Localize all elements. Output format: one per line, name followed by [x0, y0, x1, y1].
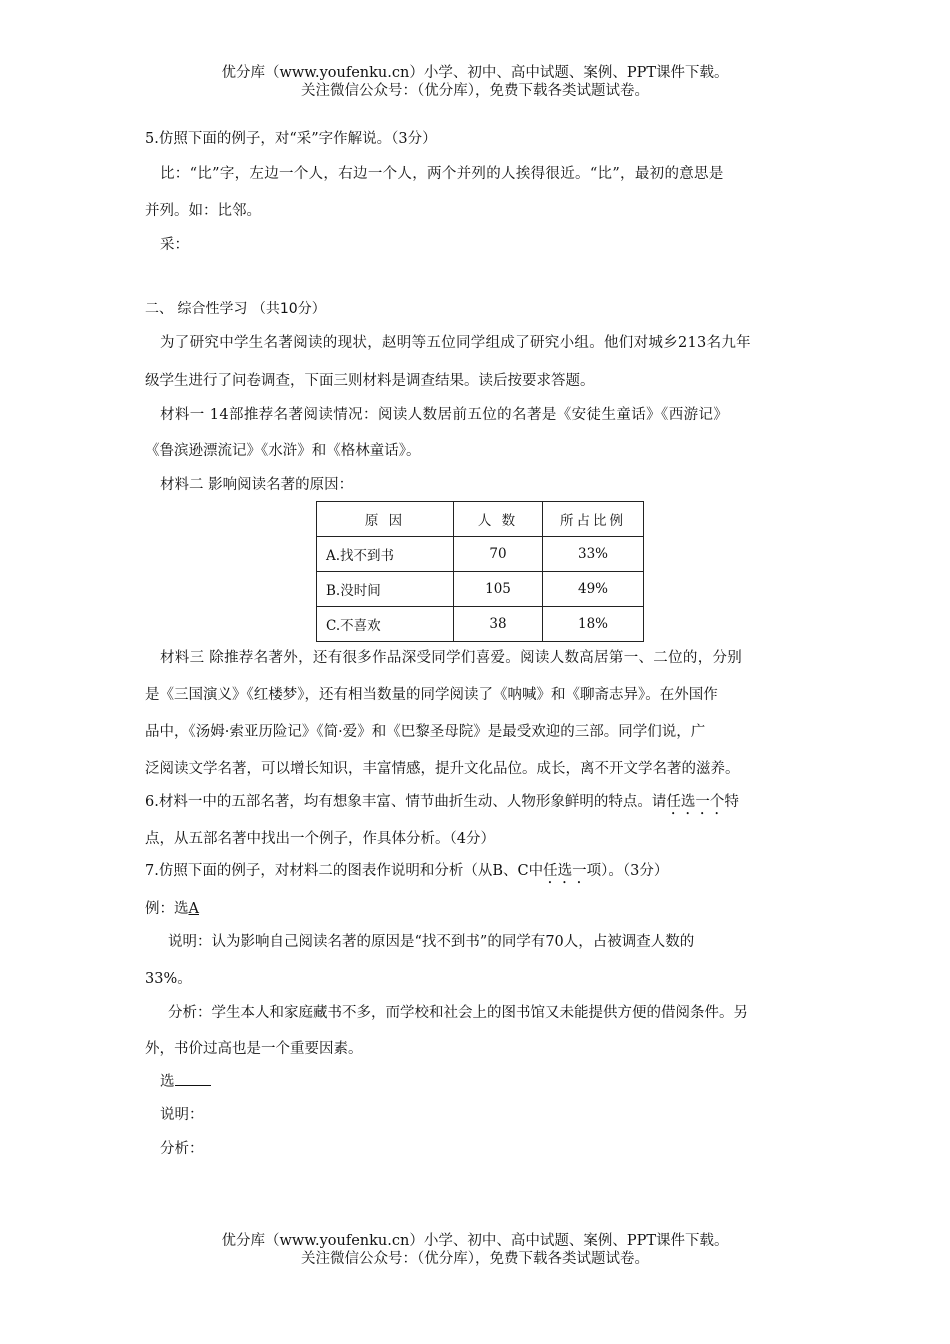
q6-line-1 [145, 790, 739, 818]
q7-example-label: 例：选 [145, 901, 189, 917]
material2-title: 材料二 影响阅读名著的原因： [160, 477, 354, 493]
q7-analysis-line-1: 分析：学生本人和家庭藏书不多，而学校和社会上的图书馆又未能提供方便的借阅条件。另 [168, 1005, 748, 1021]
table-cell-reason: A.找不到书 [317, 537, 454, 572]
q7-analysis-label: 分析： [160, 1141, 204, 1157]
q7-analysis-line-2: 外，书价过高也是一个重要因素。 [145, 1041, 363, 1057]
section2-intro-line-1: 为了研究中学生名著阅读的现状，赵明等五位同学组成了研究小组。他们对城乡213名九年 [160, 335, 751, 351]
table-header-percent: 所占比例 [543, 502, 644, 537]
q7-title [145, 859, 668, 887]
q5-example-line-2: 并列。如：比邻。 [145, 203, 261, 219]
table-header-row [317, 502, 644, 537]
table-cell-reason: C.不喜欢 [317, 607, 454, 642]
material3-line-1: 材料三 除推荐名著外，还有很多作品深受同学们喜爱。阅读人数高居第一、二位的，分别 [160, 650, 743, 666]
table-header-count: 人 数 [454, 502, 543, 537]
table-row [317, 537, 644, 572]
header-line-1: 优分库（www.youfenku.cn）小学、初中、高中试题、案例、PPT课件下载。 [221, 65, 729, 81]
table-cell-count: 38 [454, 607, 543, 642]
material3-line-2: 是《三国演义》《红楼梦》，还有相当数量的同学阅读了《呐喊》和《聊斋志异》。在外国作 [145, 687, 718, 703]
q6-text-before: 6.材料一中的五部名著，均有想象丰富、情节曲折生动、人物形象鲜明的特点。请 [145, 794, 667, 810]
table-header-reason: 原 因 [317, 502, 454, 537]
q7-example [145, 897, 199, 918]
q7-text-after: 项）。（3分） [586, 863, 669, 879]
table-cell-percent: 18% [543, 607, 644, 642]
q7-explain-line-2: 33%。 [145, 971, 192, 987]
material3-line-3: 品中，《汤姆·索亚历险记》《简·爱》和《巴黎圣母院》是最受欢迎的三部。同学们说，广 [145, 724, 706, 740]
reasons-table [316, 501, 644, 642]
footer-line-2: 关注微信公众号：（优分库），免费下载各类试题试卷。 [301, 1251, 649, 1267]
section2-intro-line-2: 级学生进行了问卷调查，下面三则材料是调查结果。读后按要求答题。 [145, 373, 595, 389]
q7-choose-label: 选 [160, 1074, 175, 1090]
table-row [317, 572, 644, 607]
table-row [317, 607, 644, 642]
table-cell-reason: B.没时间 [317, 572, 454, 607]
q7-example-choice: A [188, 901, 199, 917]
q7-emphasis: 任选一 [543, 863, 587, 879]
table-cell-percent: 33% [543, 537, 644, 572]
q5-answer-label: 采： [160, 237, 189, 253]
q7-choose-blank[interactable] [175, 1072, 211, 1086]
q7-choose [160, 1070, 211, 1091]
table-cell-percent: 49% [543, 572, 644, 607]
material1-line-2: 《鲁滨逊漂流记》《水浒》和《格林童话》。 [145, 443, 421, 459]
table-cell-count: 70 [454, 537, 543, 572]
q6-line-2: 点，从五部名著中找出一个例子，作具体分析。（4分） [145, 831, 495, 847]
q7-text-before: 7.仿照下面的例子，对材料二的图表作说明和分析（从B、C中 [145, 863, 544, 879]
material3-line-4: 泛阅读文学名著，可以增长知识，丰富情感，提升文化品位。成长，离不开文学名著的滋养。 [145, 761, 740, 777]
q5-example-line-1: 比：“比”字，左边一个人，右边一个人，两个并列的人挨得很近。“比”，最初的意思是 [160, 166, 724, 182]
q5-title: 5.仿照下面的例子，对“采”字作解说。（3分） [145, 131, 437, 147]
q6-emphasis: 任选一个 [666, 794, 725, 810]
footer-line-1: 优分库（www.youfenku.cn）小学、初中、高中试题、案例、PPT课件下载。 [221, 1233, 729, 1249]
material1-line-1: 材料一 14部推荐名著阅读情况：阅读人数居前五位的名著是《安徒生童话》《西游记》 [160, 407, 729, 423]
q7-explain-line-1: 说明：认为影响自己阅读名著的原因是“找不到书”的同学有70人，占被调查人数的 [168, 934, 695, 950]
header-line-2: 关注微信公众号：（优分库），免费下载各类试题试卷。 [301, 83, 649, 99]
q7-explain-label: 说明： [160, 1107, 204, 1123]
table-cell-count: 105 [454, 572, 543, 607]
q6-text-after: 特 [724, 794, 739, 810]
section2-title: 二、 综合性学习 （共10分） [145, 301, 326, 317]
